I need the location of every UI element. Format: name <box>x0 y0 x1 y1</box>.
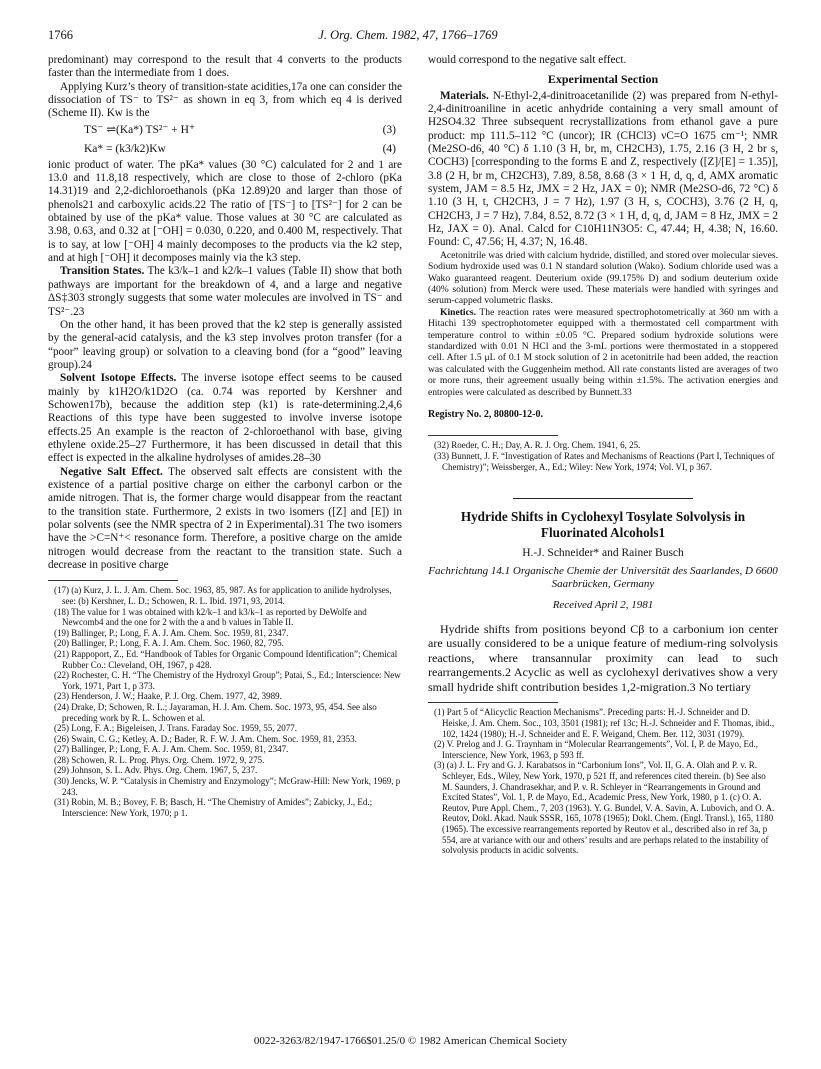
footnote-item: (25) Long, F. A.; Bigeleisen, J. Trans. Faraday Soc. 1959, 55, 2077. <box>54 723 298 734</box>
heading-negative-salt: Negative Salt Effect. <box>60 465 163 478</box>
text-materials: N-Ethyl-2,4-dinitroacetanilide (2) was prepared from N-ethyl-2,4-dinitroaniline in acetic anhydride containing a very small amount of H2SO4.32 Three subsequent recrystallizations from ethanol gave a pure product: mp 111.5–112 °C (uncor); IR (CHCl3) νC=O 1675 cm⁻¹; NMR (Me2SO-d6, 40 °C) δ 1.10 (3 H, br, m, CH2CH3), 1.75, 2.16 (3 H, 2 br s, COCH3) [corresponding to the forms E and Z, respectively ([Z]/[E] = 1.35)], 3.8 (2 H, br m, CH2CH3), 7.89, 8.58, 8.68 (3 × 1 H, d, q, d, AMX aromatic system, JAM = 8.5 Hz, JMX = 2 Hz, JAX = 0); NMR (Me2SO-d6, 72 °C) δ 1.10 (3 H, t, CH2CH3, J = 7 Hz), 1.97 (3 H, s, COCH3), 3.76 (2 H, q, CH2CH3, J = 7 Hz), 7.84, 8.52, 8.72 (3 × 1 H, d, q, d, JAM = 8 Hz, JMX = 2 Hz, JAX = 0). Anal. Calcd for C10H11N3O5: C, 47.44; H, 4.38; N, 16.60. Found: C, 47.56; H, 4.37; N, 16.48. <box>428 89 779 249</box>
journal-citation: J. Org. Chem. 1982, 47, 1766–1769 <box>318 28 498 42</box>
footnote-item: (27) Ballinger, P.; Long, F. A. J. Am. Chem. Soc. 1959, 81, 2347. <box>54 744 289 755</box>
paragraph-kurz: Applying Kurz’s theory of transition-state acidities,17a one can consider the dissociation of TS⁻ to TS²⁻ as shown in eq 3, from which eq 4 is derived (Scheme II). Kw is the <box>48 80 402 120</box>
text-solvent-isotope: The inverse isotope effect seems to be caused mainly by k1H2O/k1D2O (ca. 0.74 was reported by Kershner and Schowen17b), because the addition step (k1) is rate-determining.2,4,6 Reactions of this type have been suggested to involve inverse isotope effects.25 An example is the reacton of 2-chloroethanol with base, giving ethylene oxide.25–27 Furthermore, it has been discussed in detail that this effect is expected in the alkaline hydrolyses of amides.28–30 <box>48 372 402 465</box>
footnote-item: (33) Bunnett, J. F. “Investigation of Rates and Mechanisms of Reactions (Part I, Techniques of Chemistry)”; Weissberger, A., Ed.; Wiley: New York, 1974; Vol. VI, p 367. <box>434 451 775 472</box>
heading-materials: Materials. <box>440 89 489 102</box>
equation-3 <box>48 121 402 140</box>
right-footnotes <box>428 440 778 472</box>
paragraph-intro: predominant) may correspond to the result that 4 converts to the products faster than the intermediate from 1 does. <box>48 54 402 80</box>
equation-4-text: Ka* = (k3/k2)Kw <box>84 142 166 155</box>
footnote-item: (32) Roeder, C. H.; Day, A. R. J. Org. Chem. 1941, 6, 25. <box>434 440 641 451</box>
article-abstract: Hydride shifts from positions beyond Cβ to a carbonium ion center are usually considered to be a unique feature of medium-ring solvolysis reactions, where transannular proximity can lead to such rearrangements.2 Acyclic as well as cyclohexyl derivatives show a very small hydride shift contribution besides 1,2-migration.3 No tertiary <box>428 621 778 694</box>
paragraph-solvent-isotope <box>48 372 402 465</box>
paragraph-transition-states <box>48 265 402 318</box>
footnote-item: (24) Drake, D; Schowen, R. L.; Jayaraman, H. J. Am. Chem. Soc. 1973, 95, 454. See also preceding work by R. L. Schowen et al. <box>54 701 377 723</box>
article-divider <box>513 498 693 499</box>
footnote-item: (1) Part 5 of “Alicyclic Reaction Mechanisms”. Preceding parts: H.-J. Schneider and D. Heiske, J. Am. Chem. Soc., 103, 3501 (1981); ref 13c; H.-J. Schneider and F. Thomas, ibid., 102, 1424 (1980); H.-J. Schneider and E. F. Weigand, Chem. Ber. 112, 3031 (1979). <box>434 707 775 739</box>
footnote-item: (18) The value for 1 was obtained with k2/k–1 and k3/k–1 as reported by DeWolfe and Newcomb4 and the one for 2 with the a and b values in Table II. <box>54 606 367 628</box>
right-column <box>428 54 778 856</box>
section-title-experimental: Experimental Section <box>547 72 659 87</box>
article-authors: H.-J. Schneider* and Rainer Busch <box>522 547 684 560</box>
equation-4-number: (4) <box>382 142 396 155</box>
equation-3-text: TS⁻ ⇌(Ka*) TS²⁻ + H⁺ <box>84 123 196 136</box>
heading-solvent-isotope: Solvent Isotope Effects. <box>60 372 177 385</box>
left-footnotes <box>48 585 402 818</box>
text-kinetics: The reaction rates were measured spectrophotometrically at 360 nm with a Hitachi 139 spectrophotometer equipped with a thermostated cell compartment with temperature control to within ±0.05 °C. Prepared sodium hydroxide solutions were standardized with 0.01 N HCl and the 3-mL portions were thermostated in a stoppered cell. After 1.5 μL of 0.1 M stock solution of 2 in acetonitrile had been added, the reaction was calculated with the Guggenheim method. All rate constants listed are averages of two or more runs, their agreement usually being within ±1.5%. The activation energies and entropies were calculated as described by Bunnett.33 <box>428 306 778 398</box>
footnote-item: (19) Ballinger, P.; Long, F. A. J. Am. Chem. Soc. 1959, 81, 2347. <box>54 627 289 638</box>
footnote-item: (17) (a) Kurz, J. L. J. Am. Chem. Soc. 1963, 85, 987. As for application to anilide hydrolyses, see: (b) Kershner, L. D.; Schowen, R. L. Ibid. 1971, 93, 2014. <box>54 585 392 606</box>
paragraph-materials-details: Acetonitrile was dried with calcium hydride, distilled, and stored over molecular sieves. Sodium hydroxide used was 0.1 N standard solution (Wako). Sodium chloride used was a Wako guaranteed reagent. Deuterium oxide (99.175% D) and sodium deuterium oxide (40% solution) from Merck were used. These materials were handled with syringes and serum-capped volumetric flasks. <box>428 249 778 307</box>
footnote-item: (29) Johnson, S. L. Adv. Phys. Org. Chem. 1967, 5, 237. <box>54 765 258 776</box>
article-title: Hydride Shifts in Cyclohexyl Tosylate Solvolysis in Fluorinated Alcohols1 <box>460 509 746 541</box>
page-number: 1766 <box>48 28 73 42</box>
running-header <box>48 28 773 46</box>
paragraph-continuation: would correspond to the negative salt effect. <box>428 54 627 66</box>
paragraph-other-hand: On the other hand, it has been proved that the k2 step is generally assisted by the general-acid catalysis, and the k3 step involves proton transfer (for a “poor” leaving group) or solvation to a cleaving bond (for a “good” leaving group).24 <box>48 318 402 371</box>
equation-3-number: (3) <box>382 123 396 136</box>
footnote-item: (31) Robin, M. B.; Bovey, F. B; Basch, H. “The Chemistry of Amides”; Zabicky, J., Ed.; Interscience: New York, 1970; p 1. <box>54 797 373 818</box>
footnote-item: (21) Rappoport, Z., Ed. “Handbook of Tables for Organic Compound Identification”; Chemical Rubber Co.: Cleveland, OH, 1967, p 428. <box>54 648 398 670</box>
registry-number: Registry No. 2, 80800-12-0. <box>428 409 543 421</box>
paragraph-materials <box>428 90 778 250</box>
heading-kinetics: Kinetics. <box>440 306 476 318</box>
text-negative-salt: The observed salt effects are consistent with the existence of a partial positive charge on either the carbonyl carbon or the amide nitrogen. That is, the former charge would disappear from the reactant to the transition state. Furthermore, 2 exists in two isomers ([Z] and [E]) in polar solvents (see the NMR spectra of 2 in Experimental).31 The two isomers have the >C=N⁺< resonance form. Therefore, a positive charge on the amide nitrogen would decrease from the reactant to the transition state. Such a decrease in positive charge <box>48 465 402 572</box>
left-column <box>48 54 402 818</box>
footnote-item: (30) Jencks, W. P. “Catalysis in Chemistry and Enzymology”; McGraw-Hill: New York, 1969, p 243. <box>54 776 401 797</box>
text-transition-states: The k3/k–1 and k2/k–1 values (Table II) show that both pathways are important for the breakdown of 4, and a large and negative ΔS‡303 strongly suggests that some water molecules are involved in TS⁻ and TS²⁻.23 <box>48 265 402 318</box>
footnote-item: (2) V. Prelog and J. G. Traynham in “Molecular Rearrangements”, Vol. I, P. de Mayo, Ed., Interscience, New York, 1963, p 593 ff. <box>434 739 759 760</box>
paragraph-kinetics <box>428 307 778 398</box>
heading-transition-states: Transition States. <box>60 265 145 278</box>
footnote-item: (3) (a) J. L. Fry and G. J. Karabatsos in “Carbonium Ions”, Vol. II, G. A. Olah and P. v. R. Schleyer, Eds., Wiley, New York, 1970, p 521 ff, and references cited therein. (b) See also M. Saunders, J. Chandrasekhar, and P. v. R. Schleyer in “Rearrangements in Ground and Excited States”, Vol. 1, P. de Mayo, Ed., Academic Press, New York, 1980, p 1. (c) O. A. Reutov, Pure Appl. Chem., 7, 203 (1963). Y. G. Bundel, V. A. Savin, A. Lubovich, and O. A. Reutov, Dokl. Akad. Nauk SSSR, 165, 1078 (1965); Dokl. Chem. (Engl. Transl.), 165, 1180 (1965). The excessive rearrangements reported by Reutov et al., described also in ref 3a, p 554, are at variance with our and others’ results and are perhaps related to the instability of solvolysis products in acidic solvents. <box>434 760 775 856</box>
article-received-date: Received April 2, 1981 <box>552 598 654 611</box>
footnote-item: (22) Rochester, C. H. “The Chemistry of the Hydroxyl Group”; Patai, S., Ed.; Interscience: New York, 1971, Part 1, p 373. <box>54 670 401 691</box>
paragraph-negative-salt <box>48 466 402 573</box>
footnote-item: (26) Swain, C. G.; Ketley, A. D.; Bader, R. F. W. J. Am. Chem. Soc. 1959, 81, 2353. <box>54 733 357 744</box>
paragraph-ionic-product: ionic product of water. The pKa* values (30 °C) calculated for 2 and 1 are 13.0 and 11.8,18 respectively, which are close to those of 2-chloro (pKa 14.31)19 and 2,2-dichloroethanols (pKa 12.89)20 and larger than those of phenols21 and carboxylic acids.22 The ratio of [TS⁻] to [TS²⁻] for 2 can be obtained by use of the pKa* value. Those values at 30 °C are calculated as 3.98, 0.63, and 0.32 at [⁻OH] = 0.030, 0.220, and 0.400 M, respectively. That is to say, at low [⁻OH] 4 mainly decomposes to the products via the k2 step, and at high [⁻OH] it decomposes mainly via the k3 step. <box>48 158 402 265</box>
page-footer: 0022-3263/82/1947-1766$01.25/0 © 1982 American Chemical Society <box>253 1035 568 1047</box>
footnote-item: (28) Schowen, R. L. Prog. Phys. Org. Chem. 1972, 9, 275. <box>54 754 265 765</box>
equation-4 <box>48 140 402 159</box>
footnote-item: (20) Ballinger, P.; Long, F. A. J. Am. Chem. Soc. 1960, 82, 795. <box>54 638 284 649</box>
article-affiliation: Fachrichtung 14.1 Organische Chemie der Universität des Saarlandes, D 6600 Saarbrücken, Germany <box>428 564 778 590</box>
article-footnotes <box>428 707 778 855</box>
footnote-item: (23) Henderson, J. W.; Haake, P. J. Org. Chem. 1977, 42, 3989. <box>54 691 282 702</box>
